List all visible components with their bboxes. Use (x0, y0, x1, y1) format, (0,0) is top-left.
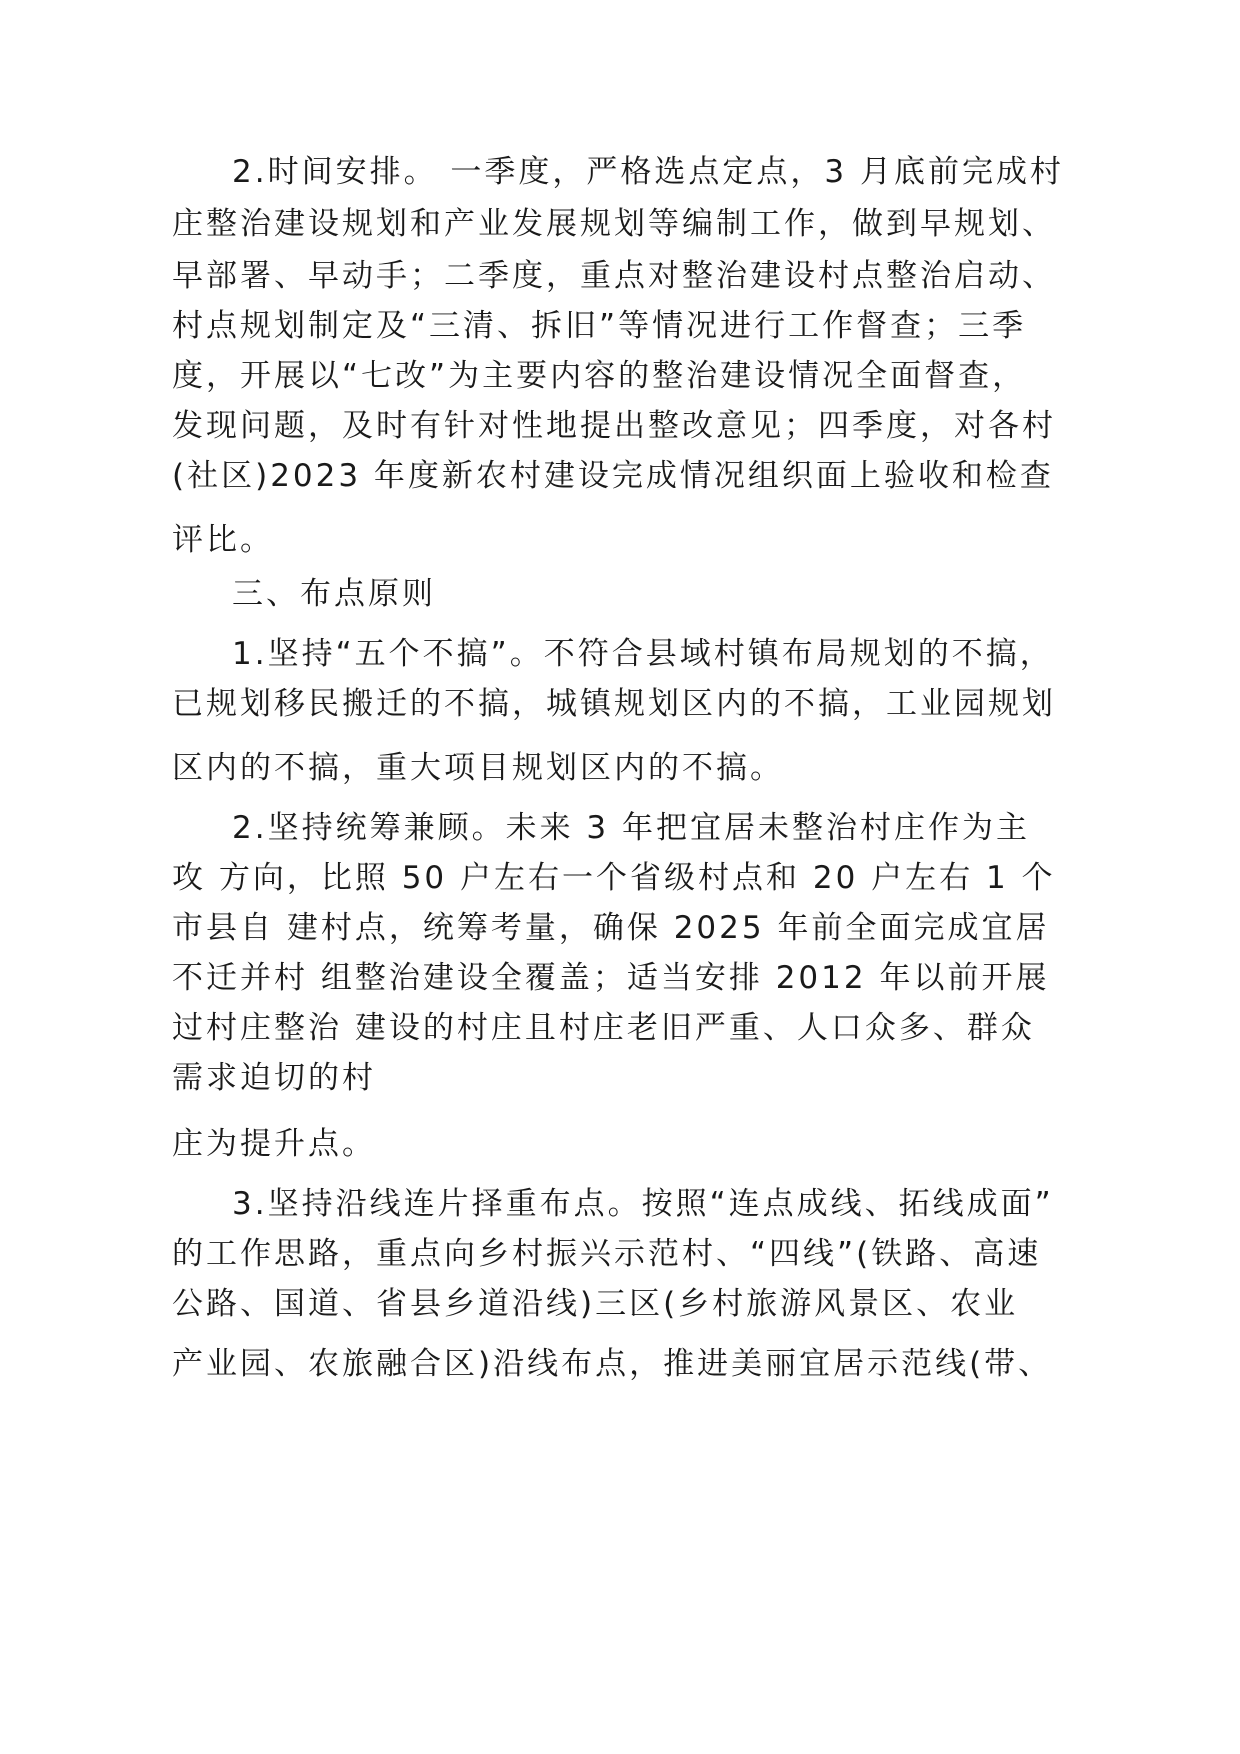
section-heading: 三、布点原则 (232, 576, 436, 612)
paragraph-line: 1.坚持“五个不搞”。不符合县域村镇布局规划的不搞， (232, 636, 1054, 672)
paragraph-line: 庄为提升点。 (172, 1126, 376, 1162)
paragraph-line: 的工作思路，重点向乡村振兴示范村、“四线”(铁路、高速 (172, 1236, 1042, 1272)
paragraph-line: 度，开展以“七改”为主要内容的整治建设情况全面督查， (172, 358, 1027, 394)
paragraph-line: 市县自 建村点，统筹考量，确保 2025 年前全面完成宜居 (172, 910, 1050, 946)
paragraph-line: 2.时间安排。 一季度，严格选点定点，3 月底前完成村 (232, 154, 1065, 190)
paragraph-line: 2.坚持统筹兼顾。未来 3 年把宜居未整治村庄作为主 (232, 810, 1031, 846)
paragraph-line: 攻 方向，比照 50 户左右一个省级村点和 20 户左右 1 个 (172, 860, 1056, 896)
paragraph-line: 不迁并村 组整治建设全覆盖；适当安排 2012 年以前开展 (172, 960, 1050, 996)
paragraph-line: 过村庄整治 建设的村庄且村庄老旧严重、人口众多、群众 (172, 1010, 1035, 1046)
paragraph-line: 需求迫切的村 (172, 1060, 376, 1096)
paragraph-line: 发现问题，及时有针对性地提出整改意见；四季度，对各村 (172, 408, 1056, 444)
paragraph-line: 早部署、早动手；二季度，重点对整治建设村点整治启动、 (172, 258, 1056, 294)
paragraph-line: 庄整治建设规划和产业发展规划等编制工作，做到早规划、 (172, 206, 1056, 242)
paragraph-line: 产业园、农旅融合区)沿线布点，推进美丽宜居示范线(带、 (172, 1346, 1053, 1382)
paragraph-line: 3.坚持沿线连片择重布点。按照“连点成线、拓线成面” (232, 1186, 1054, 1222)
paragraph-line: 已规划移民搬迁的不搞，城镇规划区内的不搞，工业园规划 (172, 686, 1056, 722)
paragraph-line: 公路、国道、省县乡道沿线)三区(乡村旅游风景区、农业 (172, 1286, 1019, 1322)
paragraph-line: 村点规划制定及“三清、拆旧”等情况进行工作督查；三季 (172, 308, 1027, 344)
paragraph-line: 评比。 (172, 522, 274, 558)
paragraph-line: 区内的不搞，重大项目规划区内的不搞。 (172, 750, 784, 786)
paragraph-line: (社区)2023 年度新农村建设完成情况组织面上验收和检查 (172, 458, 1054, 494)
